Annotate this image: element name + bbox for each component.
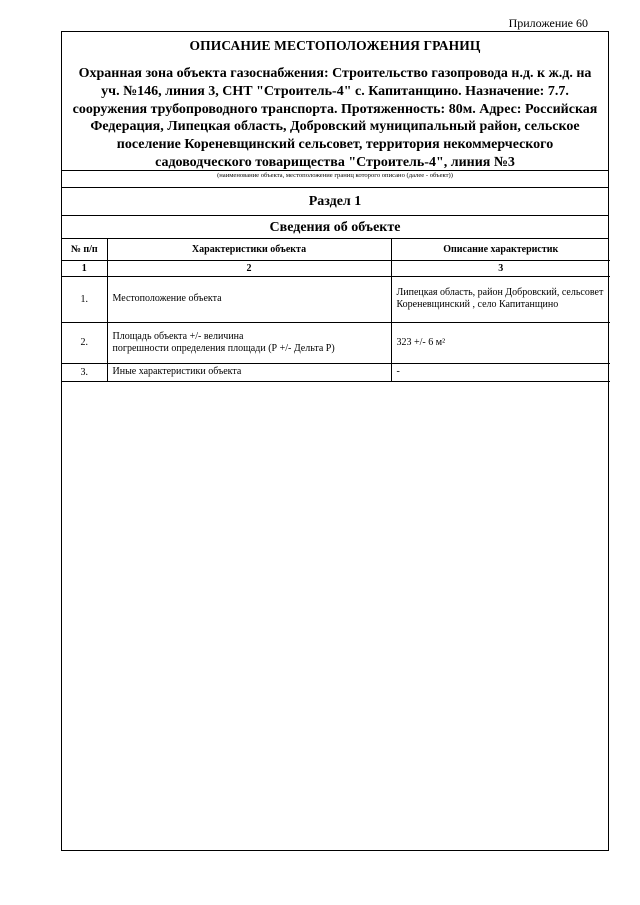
row-characteristic: Иные характеристики объекта (107, 363, 391, 381)
header-index: № п/п (62, 239, 107, 260)
row-description: 323 +/- 6 м² (391, 322, 610, 363)
characteristic-line: погрешности определения площади (Р +/- Дельта Р) (112, 342, 335, 354)
header-description: Описание характеристик (391, 239, 610, 260)
characteristic-line: Площадь объекта +/- величина (112, 330, 244, 342)
header-characteristic: Характеристики объекта (107, 239, 391, 260)
object-description: Охранная зона объекта газоснабжения: Строительство газопровода н.д. к ж.д. на уч. №146, линия 3, СНТ "Строитель-4" с. Капитанщино. Назначение: 7.7. сооружения трубопроводного транспорта. Протяженность: 80м. Адрес: Российская Федерация, Липецкая область, Добровский муниципальный район, сельское поселение Кореневщинский сельсовет, территория некоммерческого садоводческого товарищества "Строитель-4", линия №3 (62, 57, 608, 171)
appendix-label: Приложение 60 (508, 16, 588, 30)
table-header-row (62, 239, 610, 260)
row-index: 2. (62, 322, 107, 363)
characteristics-table (62, 239, 610, 382)
table-row (62, 276, 610, 322)
row-description: - (391, 363, 610, 381)
document-frame (61, 31, 609, 851)
section-subtitle: Сведения об объекте (62, 216, 608, 239)
document-title: ОПИСАНИЕ МЕСТОПОЛОЖЕНИЯ ГРАНИЦ (189, 38, 481, 53)
column-number: 1 (62, 260, 107, 276)
section-title: Раздел 1 (62, 188, 608, 216)
column-numbers-row (62, 260, 610, 276)
row-characteristic: Местоположение объекта (107, 276, 391, 322)
row-characteristic (107, 322, 391, 363)
column-number: 3 (391, 260, 610, 276)
row-index: 1. (62, 276, 107, 322)
object-note: (наименование объекта, местоположение границ которого описано (далее - объект)) (62, 171, 608, 188)
table-row (62, 322, 610, 363)
row-index: 3. (62, 363, 107, 381)
table-row (62, 363, 610, 381)
row-description: Липецкая область, район Добровский, сельсовет Кореневщинский , село Капитанщино (391, 276, 610, 322)
column-number: 2 (107, 260, 391, 276)
